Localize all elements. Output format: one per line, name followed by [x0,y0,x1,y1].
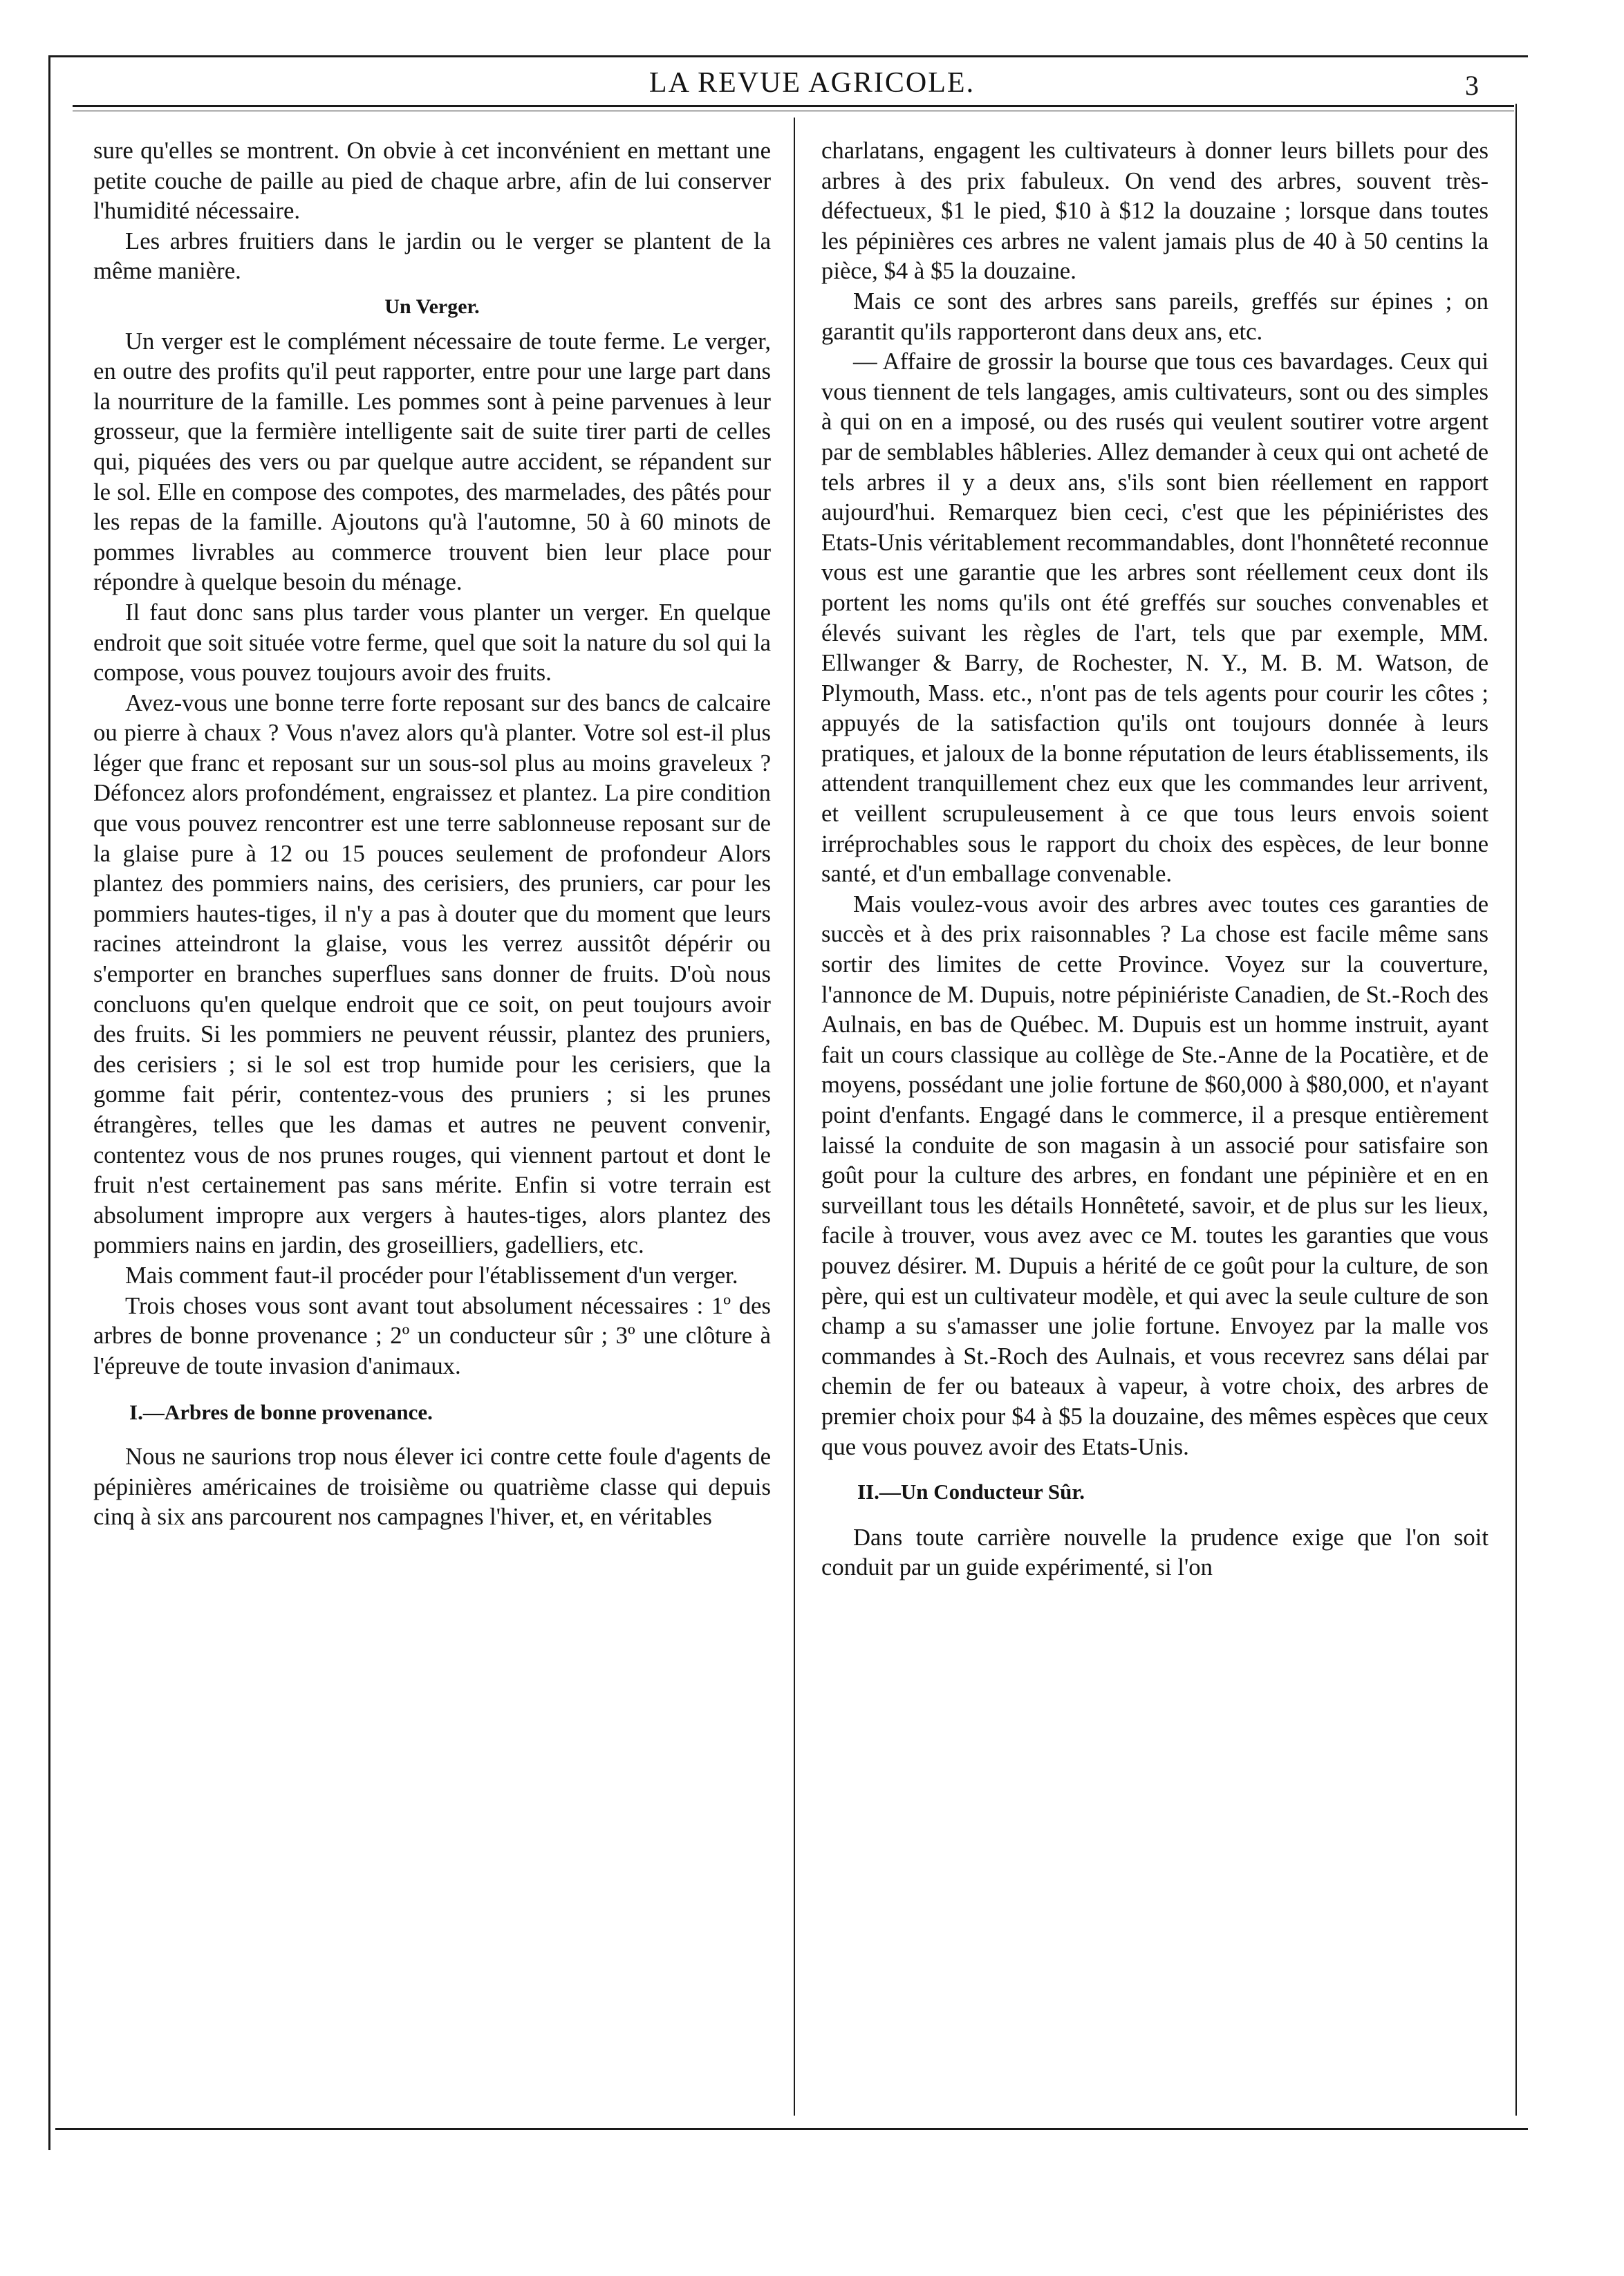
page-number: 3 [1465,70,1479,101]
right-column [821,136,1488,1583]
right-paragraph-1: charlatans, engagent les cultivateurs à donner leurs billets pour des arbres à des prix fabuleux. On vend des arbres, souvent très-défectueux, $1 le pied, $10 à $12 la douzaine ; lorsque dans toutes les pépinières ces arbres ne valent jamais plus de 40 à 50 centins la pièce, $4 à $5 la douzaine. [821,137,1488,285]
left-paragraph-4: Il faut donc sans plus tarder vous planter un verger. En quelque endroit que soit située votre ferme, quel que soit la nature du sol qui la compose, vous pouvez toujours avoir des fruits. [93,598,771,687]
bottom-border-rule [55,2128,1528,2130]
left-border-rule [48,55,50,2150]
left-paragraph-6: Mais comment faut-il procéder pour l'établissement d'un verger. [125,1261,738,1289]
column-divider [794,118,795,2116]
subheading-un-verger: Un Verger. [384,295,480,318]
left-column [93,136,771,1532]
right-paragraph-5: Dans toute carrière nouvelle la prudence exige que l'on soit conduit par un guide expérimenté, si l'on [821,1523,1488,1581]
right-border-rule [1515,104,1517,2116]
running-header-title: LA REVUE AGRICOLE. [648,67,976,99]
right-paragraph-2: Mais ce sont des arbres sans pareils, greffés sur épines ; on garantit qu'ils rapporteront dans deux ans, etc. [821,287,1488,345]
left-paragraph-8: Nous ne saurions trop nous élever ici contre cette foule d'agents de pépinières américaines de troisième ou quatrième classe qui depuis cinq à six ans parcourent nos campagnes l'hiver, et, en véritables [93,1442,771,1531]
right-paragraph-4: Mais voulez-vous avoir des arbres avec toutes ces garanties de succès et à des prix raisonnables ? La chose est facile même sans sortir des limites de cette Province. Voyez sur la couverture, l'annonce de M. Dupuis, notre pépiniériste Canadien, de St.-Roch des Aulnais, en bas de Québec. M. Dupuis est un homme instruit, ayant fait un cours classique au collège de Ste.-Anne de la Pocatière, et de moyens, possédant une jolie fortune de $60,000 à $80,000, et n'ayant point d'enfants. Engagé dans le commerce, il a presque entièrement laissé la conduite de son magasin à un associé pour satisfaire son goût pour la culture des arbres, en fondant une pépinière et en en surveillant tous les détails Honnêteté, savoir, et de plus sur les lieux, facile à trouver, vous avez avec ce M. toutes les garanties que vous pouvez désirer. M. Dupuis a hérité de ce goût pour la culture, de son père, qui est un cultivateur modèle, et qui avec la seule culture de son champ a su s'amasser une jolie fortune. Envoyez par la malle vos commandes à St.-Roch des Aulnais, et vous recevrez sans délai par chemin de fer ou bateaux à vapeur, à votre choix, des arbres de premier choix pour $4 à $5 la douzaine, des mêmes espèces que ceux que vous pouvez avoir des Etats-Unis. [821,890,1488,1460]
left-paragraph-3: Un verger est le complément nécessaire de toute ferme. Le verger, en outre des profits qu'il peut rapporter, entre pour une large part dans la nourriture de la famille. Les pommes sont à peine parvenues à leur grosseur, que la fermière intelligente sait de suite tirer parti de celles qui, piquées des vers ou par quelque autre accident, se répandent sur le sol. Elle en compose des compotes, des marmelades, des pâtés pour les repas de la famille. Ajoutons qu'à l'automne, 50 à 60 minots de pommes livrables au commerce trouvent bien leur place pour répondre à quelque besoin du ménage. [93,327,771,596]
left-paragraph-7: Trois choses vous sont avant tout absolument nécessaires : 1º des arbres de bonne provenance ; 2º un conducteur sûr ; 3º une clôture à l'épreuve de toute invasion d'animaux. [93,1291,771,1379]
left-paragraph-5: Avez-vous une bonne terre forte reposant sur des bancs de calcaire ou pierre à chaux ? Vous n'avez alors qu'à planter. Votre sol est-il plus léger que franc et reposant sur un sous-sol plus au moins graveleux ? Défoncez alors profondément, engraissez et plantez. La pire condition que vous pouvez rencontrer est une terre sablonneuse reposant sur de la glaise pure à 12 ou 15 pouces seulement de profondeur Alors plantez des pommiers nains, des cerisiers, des pruniers, car pour les pommiers hautes-tiges, il n'y a pas à douter que du moment que leurs racines atteindront la glaise, vous les verrez aussitôt dépérir ou s'emporter en branches superflues sans donner de fruits. D'où nous concluons qu'en quelque endroit que ce soit, on peut toujours avoir des fruits. Si les pommiers ne peuvent réussir, plantez des pruniers, des cerisiers ; si le sol est trop humide pour les cerisiers, que la gomme fait périr, contentez-vous des pruniers ; si les prunes étrangères, telles que les damas et autres ne peuvent convenir, contentez vous de nos prunes rouges, qui viennent partout et dont le fruit n'est certainement pas sans mérite. Enfin si votre terrain est absolument impropre aux vergers à hautes-tiges, alors plantez des pommiers nains en jardin, des groseilliers, gadelliers, etc. [93,689,771,1259]
left-paragraph-2: Les arbres fruitiers dans le jardin ou le verger se plantent de la même manière. [93,227,771,285]
right-paragraph-3: — Affaire de grossir la bourse que tous ces bavardages. Ceux qui vous tiennent de tels langages, amis cultivateurs, sont ou des simples à qui on en a imposé, ou des rusés qui veulent soutirer votre argent par de semblables hâbleries. Allez demander à ceux qui ont acheté de tels arbres il y a deux ans, s'ils sont bien réellement en rapport aujourd'hui. Remarquez bien ceci, c'est que les pépiniéristes des Etats-Unis véritablement recommandables, dont l'honnêteté reconnue vous est une garantie que les arbres sont réellement ceux dont ils portent les noms qu'ils ont été greffés sur souches convenables et élevés suivant les règles de l'art, tels que par exemple, MM. Ellwanger & Barry, de Rochester, N. Y., M. B. M. Watson, de Plymouth, Mass. etc., n'ont pas de tels agents pour courir les côtes ; appuyés de la satisfaction qu'ils ont toujours donnée à leurs pratiques, et jaloux de la bonne réputation de leurs établissements, ils attendent tranquillement chez eux que les commandes leur arrivent, et veillent scrupuleusement à ce que tous leurs envois soient irréprochables sous le rapport du choix des espèces, de leur bonne santé, et d'un emballage convenable. [821,348,1488,888]
section-heading-2: II.—Un Conducteur Sûr. [857,1480,1085,1504]
left-paragraph-1: sure qu'elles se montrent. On obvie à cet inconvénient en mettant une petite couche de paille au pied de chaque arbre, afin de lui conserver l'humidité nécessaire. [93,137,771,225]
top-border-rule [48,55,1528,57]
header-rule [73,105,1514,107]
section-heading-1: I.—Arbres de bonne provenance. [129,1400,433,1425]
